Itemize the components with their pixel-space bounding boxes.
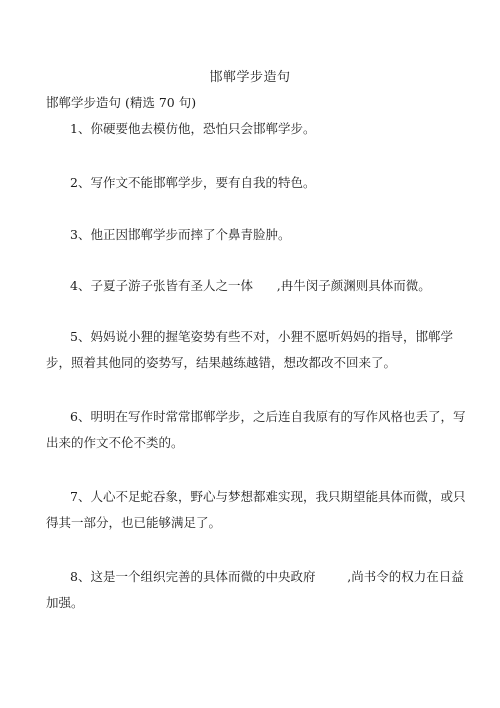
sentence-item-8: 8、这是一个组织完善的具体而微的中央政府 ,尚书令的权力在日益加强。 [46,569,464,610]
sentence-item-5: 5、妈妈说小狸的握笔姿势有些不对，小狸不愿听妈妈的指导，邯郸学步，照着其他同的姿势写，结果越练越错，想改都改不回来了。 [46,329,453,370]
sentence-item-3: 3、他正因邯郸学步而摔了个鼻青脸肿。 [70,227,291,242]
page-title: 邯郸学步造句 [209,70,291,85]
sentence-item-7: 7、人心不足蛇吞象，野心与梦想都难实现，我只期望能具体而微，或只得其一部分，也已能够满足了。 [46,489,466,530]
sentence-item-1: 1、你硬要他去模仿他，恐怕只会邯郸学步。 [70,121,316,136]
sentence-item-2: 2、写作文不能邯郸学步，要有自我的特色。 [70,175,316,190]
sentence-item-6: 6、明明在写作时常常邯郸学步，之后连自我原有的写作风格也丢了，写出来的作文不伦不类的。 [46,409,466,450]
page-subtitle: 邯郸学步造句 (精选 70 句) [46,95,197,110]
sentence-item-4: 4、子夏子游子张皆有圣人之一体 ,冉牛闵子颜渊则具体而微。 [70,278,431,293]
